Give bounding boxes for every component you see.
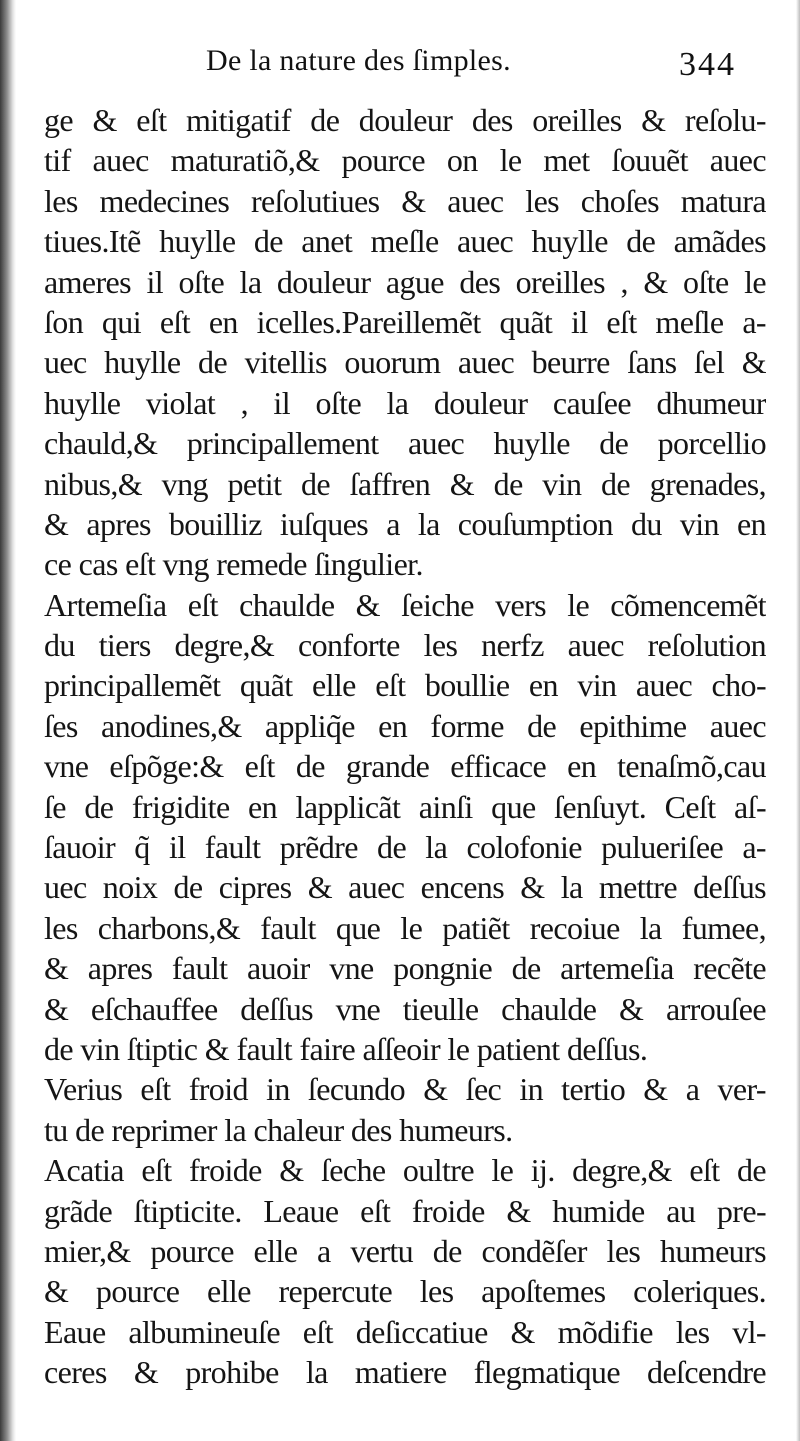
text-line: ſe de frigidite en lapplicãt ainſi que ſenſuyt. Ceſt aſ- bbox=[44, 788, 766, 825]
text-line: les medecines reſolutiues & auec les choſes matura bbox=[44, 182, 766, 219]
text-line: ce cas eſt vng remede ſingulier. bbox=[44, 546, 423, 583]
page-edge-shadow bbox=[796, 0, 800, 1441]
text-line: tif auec maturatiõ,& pource on le met ſouuẽt auec bbox=[44, 142, 766, 179]
body-text bbox=[44, 100, 766, 1393]
text-line: les charbons,& fault que le patiẽt recoiue la fumee, bbox=[44, 909, 766, 946]
text-line: chauld,& principallement auec huylle de porcellio bbox=[44, 425, 766, 462]
paragraph-verius: Verius eſt froid in ſecundo & ſec in tertio & a ver- bbox=[44, 1071, 766, 1108]
text-line: & apres bouilliz iuſques a la couſumption du vin en bbox=[44, 505, 766, 542]
running-title: De la nature des ſimples. bbox=[206, 44, 511, 77]
text-line: uec noix de cipres & auec encens & la mettre deſſus bbox=[44, 869, 766, 906]
text-line: principallemẽt quãt elle eſt boullie en vin auec cho- bbox=[44, 667, 766, 704]
page-gutter-shadow bbox=[0, 0, 16, 1441]
page-number: 344 bbox=[679, 46, 736, 83]
text-line: ſon qui eſt en icelles.Pareillemẽt quãt il eſt meſle a- bbox=[44, 303, 766, 340]
text-line: ge & eſt mitigatif de douleur des oreilles & reſolu- bbox=[44, 102, 766, 138]
text-line: tiues.Itẽ huylle de anet meſle auec huylle de amãdes bbox=[44, 223, 766, 260]
text-line: uec huylle de vitellis ouorum auec beurre ſans ſel & bbox=[44, 344, 766, 381]
page-header bbox=[46, 44, 746, 96]
paragraph-acatia: Acatia eſt froide & ſeche oultre le ij. degre,& eſt de bbox=[44, 1152, 766, 1189]
text-line: ceres & prohibe la matiere flegmatique deſcendre bbox=[44, 1354, 766, 1391]
text-line: ſes anodines,& appliq̃e en forme de epithime auec bbox=[44, 707, 766, 744]
text-line: ameres il oſte la douleur ague des oreilles , & oſte le bbox=[44, 263, 766, 300]
text-line: nibus,& vng petit de ſaffren & de vin de grenades, bbox=[44, 465, 766, 502]
text-line: mier,& pource elle a vertu de condẽſer les humeurs bbox=[44, 1232, 766, 1269]
paragraph-artemesia: Artemeſia eſt chaulde & ſeiche vers le cõmencemẽt bbox=[44, 586, 766, 623]
text-line: du tiers degre,& conforte les nerfz auec reſolution bbox=[44, 627, 766, 664]
text-line: grãde ſtipticite. Leaue eſt froide & humide au pre- bbox=[44, 1192, 766, 1229]
paragraph-eaue-albumineuse: Eaue albumineuſe eſt deſiccatiue & mõdifie les vl- bbox=[44, 1313, 766, 1350]
text-line: tu de reprimer la chaleur des humeurs. bbox=[44, 1111, 513, 1148]
text-line: & apres fault auoir vne pongnie de artemeſia recẽte bbox=[44, 950, 766, 987]
text-line: vne eſpõge:& eſt de grande efficace en tenaſmõ,cau bbox=[44, 748, 766, 785]
text-line: & eſchauffee deſſus vne tieulle chaulde & arrouſee bbox=[44, 990, 766, 1027]
text-line: ſauoir q̃ il fault prẽdre de la colofonie pulueriſee a- bbox=[44, 829, 766, 866]
text-line: de vin ſtiptic & fault faire aſſeoir le patient deſſus. bbox=[44, 1030, 648, 1067]
text-line: huylle violat , il oſte la douleur cauſee dhumeur bbox=[44, 384, 766, 421]
text-line: & pource elle repercute les apoſtemes coleriques. bbox=[44, 1273, 766, 1310]
